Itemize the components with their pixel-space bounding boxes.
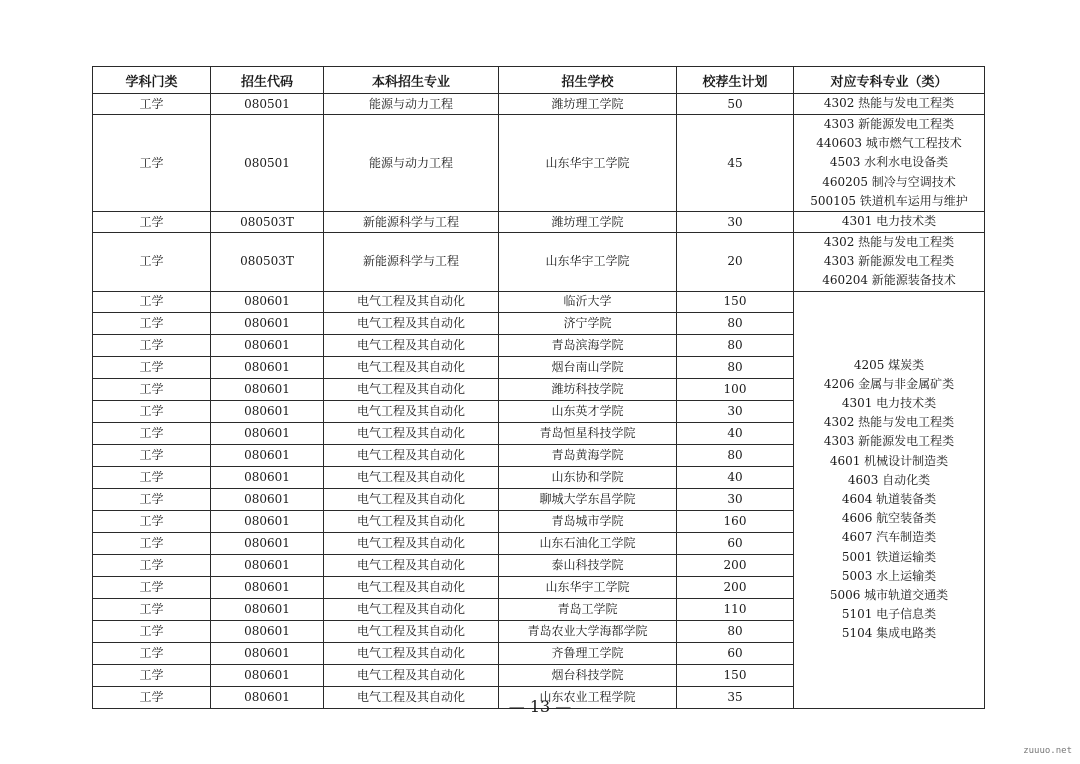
cell-discipline: 工学 [93,334,211,356]
table-row [93,212,985,233]
cell-code: 080601 [211,334,324,356]
cell-school: 潍坊科技学院 [499,378,677,400]
cell-code: 080601 [211,400,324,422]
cell-code: 080601 [211,554,324,576]
cell-plan: 110 [677,598,794,620]
related-major-item: 4604 轨道装备类 [841,492,937,507]
cell-code: 080601 [211,488,324,510]
cell-school: 聊城大学东昌学院 [499,488,677,510]
related-major-item: 4205 煤炭类 [853,357,925,372]
cell-major: 电气工程及其自动化 [324,378,499,400]
related-major-item: 4303 新能源发电工程类 [823,117,955,131]
related-major-item: 4607 汽车制造类 [841,530,937,545]
related-major-item: 4503 水利水电设备类 [829,155,949,170]
cell-discipline: 工学 [93,488,211,510]
cell-major: 新能源科学与工程 [324,212,499,233]
cell-major: 能源与动力工程 [324,94,499,115]
related-major-item: 4301 电力技术类 [841,214,937,229]
related-major-item: 460205 制冷与空调技术 [822,174,956,189]
cell-discipline: 工学 [93,620,211,642]
header-code: 招生代码 [211,67,324,94]
cell-major: 电气工程及其自动化 [324,291,499,312]
cell-discipline: 工学 [93,576,211,598]
cell-plan: 160 [677,510,794,532]
cell-school: 山东华宇工学院 [499,115,677,212]
cell-code: 080601 [211,620,324,642]
cell-related-majors [794,94,985,115]
cell-major: 电气工程及其自动化 [324,642,499,664]
cell-school: 潍坊理工学院 [499,212,677,233]
cell-school: 济宁学院 [499,312,677,334]
cell-code: 080601 [211,664,324,686]
cell-code: 080503T [211,233,324,292]
cell-school: 青岛城市学院 [499,510,677,532]
cell-discipline: 工学 [93,686,211,708]
cell-discipline: 工学 [93,378,211,400]
cell-code: 080601 [211,356,324,378]
cell-discipline: 工学 [93,400,211,422]
related-major-item: 4603 自动化类 [847,472,931,487]
related-major-item: 5101 电子信息类 [841,607,937,622]
cell-major: 电气工程及其自动化 [324,576,499,598]
cell-plan: 150 [677,664,794,686]
cell-related-majors [794,212,985,233]
page-number: — 13 — [508,697,572,716]
cell-discipline: 工学 [93,466,211,488]
header-discipline: 学科门类 [93,67,211,94]
cell-major: 电气工程及其自动化 [324,488,499,510]
cell-discipline: 工学 [93,642,211,664]
cell-plan: 40 [677,466,794,488]
header-plan: 校荐生计划 [677,67,794,94]
table-row [93,233,985,292]
cell-major: 能源与动力工程 [324,115,499,212]
cell-school: 青岛恒星科技学院 [499,422,677,444]
cell-discipline: 工学 [93,356,211,378]
cell-discipline: 工学 [93,291,211,312]
cell-plan: 30 [677,488,794,510]
cell-major: 电气工程及其自动化 [324,620,499,642]
cell-school: 山东华宇工学院 [499,576,677,598]
related-major-item: 4303 新能源发电工程类 [823,254,955,269]
cell-plan: 80 [677,334,794,356]
cell-discipline: 工学 [93,115,211,212]
cell-school: 山东农业工程学院 [499,686,677,708]
related-major-item: 5001 铁道运输类 [841,549,937,564]
cell-major: 电气工程及其自动化 [324,664,499,686]
cell-plan: 40 [677,422,794,444]
cell-school: 临沂大学 [499,291,677,312]
related-major-item: 460204 新能源装备技术 [822,273,956,288]
related-major-item: 4302 热能与发电工程类 [823,96,955,111]
cell-school: 山东石油化工学院 [499,532,677,554]
table-header-row [93,67,985,94]
table-row [93,291,985,312]
cell-plan: 35 [677,686,794,708]
cell-code: 080601 [211,576,324,598]
cell-major: 电气工程及其自动化 [324,356,499,378]
cell-related-majors [794,115,985,212]
header-school: 招生学校 [499,67,677,94]
cell-discipline: 工学 [93,444,211,466]
cell-school: 泰山科技学院 [499,554,677,576]
related-major-item: 440603 城市燃气工程技术 [816,136,962,151]
cell-discipline: 工学 [93,664,211,686]
enrollment-table [92,66,985,709]
cell-plan: 80 [677,444,794,466]
related-major-item: 4303 新能源发电工程类 [823,434,955,449]
cell-discipline: 工学 [93,532,211,554]
cell-school: 青岛农业大学海都学院 [499,620,677,642]
cell-plan: 100 [677,378,794,400]
cell-major: 电气工程及其自动化 [324,686,499,708]
cell-school: 潍坊理工学院 [499,94,677,115]
cell-code: 080601 [211,422,324,444]
related-major-item: 4601 机械设计制造类 [829,453,949,468]
related-major-item: 4302 热能与发电工程类 [823,235,955,250]
cell-plan: 150 [677,291,794,312]
related-major-item: 5104 集成电路类 [841,626,937,641]
cell-code: 080601 [211,598,324,620]
cell-plan: 30 [677,212,794,233]
cell-related-majors [794,291,985,708]
cell-discipline: 工学 [93,212,211,233]
cell-school: 烟台南山学院 [499,356,677,378]
related-major-item: 4301 电力技术类 [841,396,937,410]
cell-plan: 20 [677,233,794,292]
cell-plan: 60 [677,642,794,664]
related-major-item: 500105 铁道机车运用与维护 [810,193,968,208]
table-body [93,94,985,709]
cell-plan: 80 [677,312,794,334]
related-major-item: 4302 热能与发电工程类 [823,415,955,430]
related-major-item: 4206 金属与非金属矿类 [823,376,955,391]
cell-major: 电气工程及其自动化 [324,532,499,554]
cell-code: 080503T [211,212,324,233]
cell-plan: 200 [677,576,794,598]
cell-school: 青岛工学院 [499,598,677,620]
cell-plan: 80 [677,620,794,642]
cell-code: 080601 [211,444,324,466]
header-related: 对应专科专业（类） [794,67,985,94]
cell-code: 080601 [211,532,324,554]
related-major-item: 4606 航空装备类 [841,511,937,526]
cell-major: 电气工程及其自动化 [324,554,499,576]
cell-discipline: 工学 [93,94,211,115]
cell-code: 080601 [211,312,324,334]
cell-discipline: 工学 [93,554,211,576]
cell-code: 080501 [211,115,324,212]
table-row [93,94,985,115]
cell-major: 电气工程及其自动化 [324,312,499,334]
cell-code: 080601 [211,642,324,664]
cell-major: 电气工程及其自动化 [324,422,499,444]
related-major-item: 5006 城市轨道交通类 [829,588,949,603]
cell-discipline: 工学 [93,510,211,532]
cell-discipline: 工学 [93,422,211,444]
cell-major: 电气工程及其自动化 [324,400,499,422]
cell-plan: 60 [677,532,794,554]
cell-school: 山东华宇工学院 [499,233,677,292]
cell-plan: 30 [677,400,794,422]
cell-discipline: 工学 [93,312,211,334]
cell-plan: 45 [677,115,794,212]
cell-school: 山东英才学院 [499,400,677,422]
cell-school: 青岛滨海学院 [499,334,677,356]
header-major: 本科招生专业 [324,67,499,94]
cell-plan: 200 [677,554,794,576]
cell-major: 新能源科学与工程 [324,233,499,292]
cell-major: 电气工程及其自动化 [324,334,499,356]
related-major-item: 5003 水上运输类 [841,568,937,583]
cell-code: 080601 [211,466,324,488]
cell-discipline: 工学 [93,233,211,292]
cell-school: 山东协和学院 [499,466,677,488]
cell-major: 电气工程及其自动化 [324,598,499,620]
cell-plan: 80 [677,356,794,378]
cell-code: 080501 [211,94,324,115]
cell-major: 电气工程及其自动化 [324,466,499,488]
watermark: zuuuo.net [1023,746,1072,756]
cell-school: 齐鲁理工学院 [499,642,677,664]
cell-major: 电气工程及其自动化 [324,444,499,466]
cell-related-majors [794,233,985,292]
cell-discipline: 工学 [93,598,211,620]
table-row [93,115,985,212]
cell-code: 080601 [211,378,324,400]
cell-school: 青岛黄海学院 [499,444,677,466]
cell-code: 080601 [211,686,324,708]
cell-major: 电气工程及其自动化 [324,510,499,532]
cell-code: 080601 [211,510,324,532]
cell-code: 080601 [211,291,324,312]
cell-school: 烟台科技学院 [499,664,677,686]
cell-plan: 50 [677,94,794,115]
